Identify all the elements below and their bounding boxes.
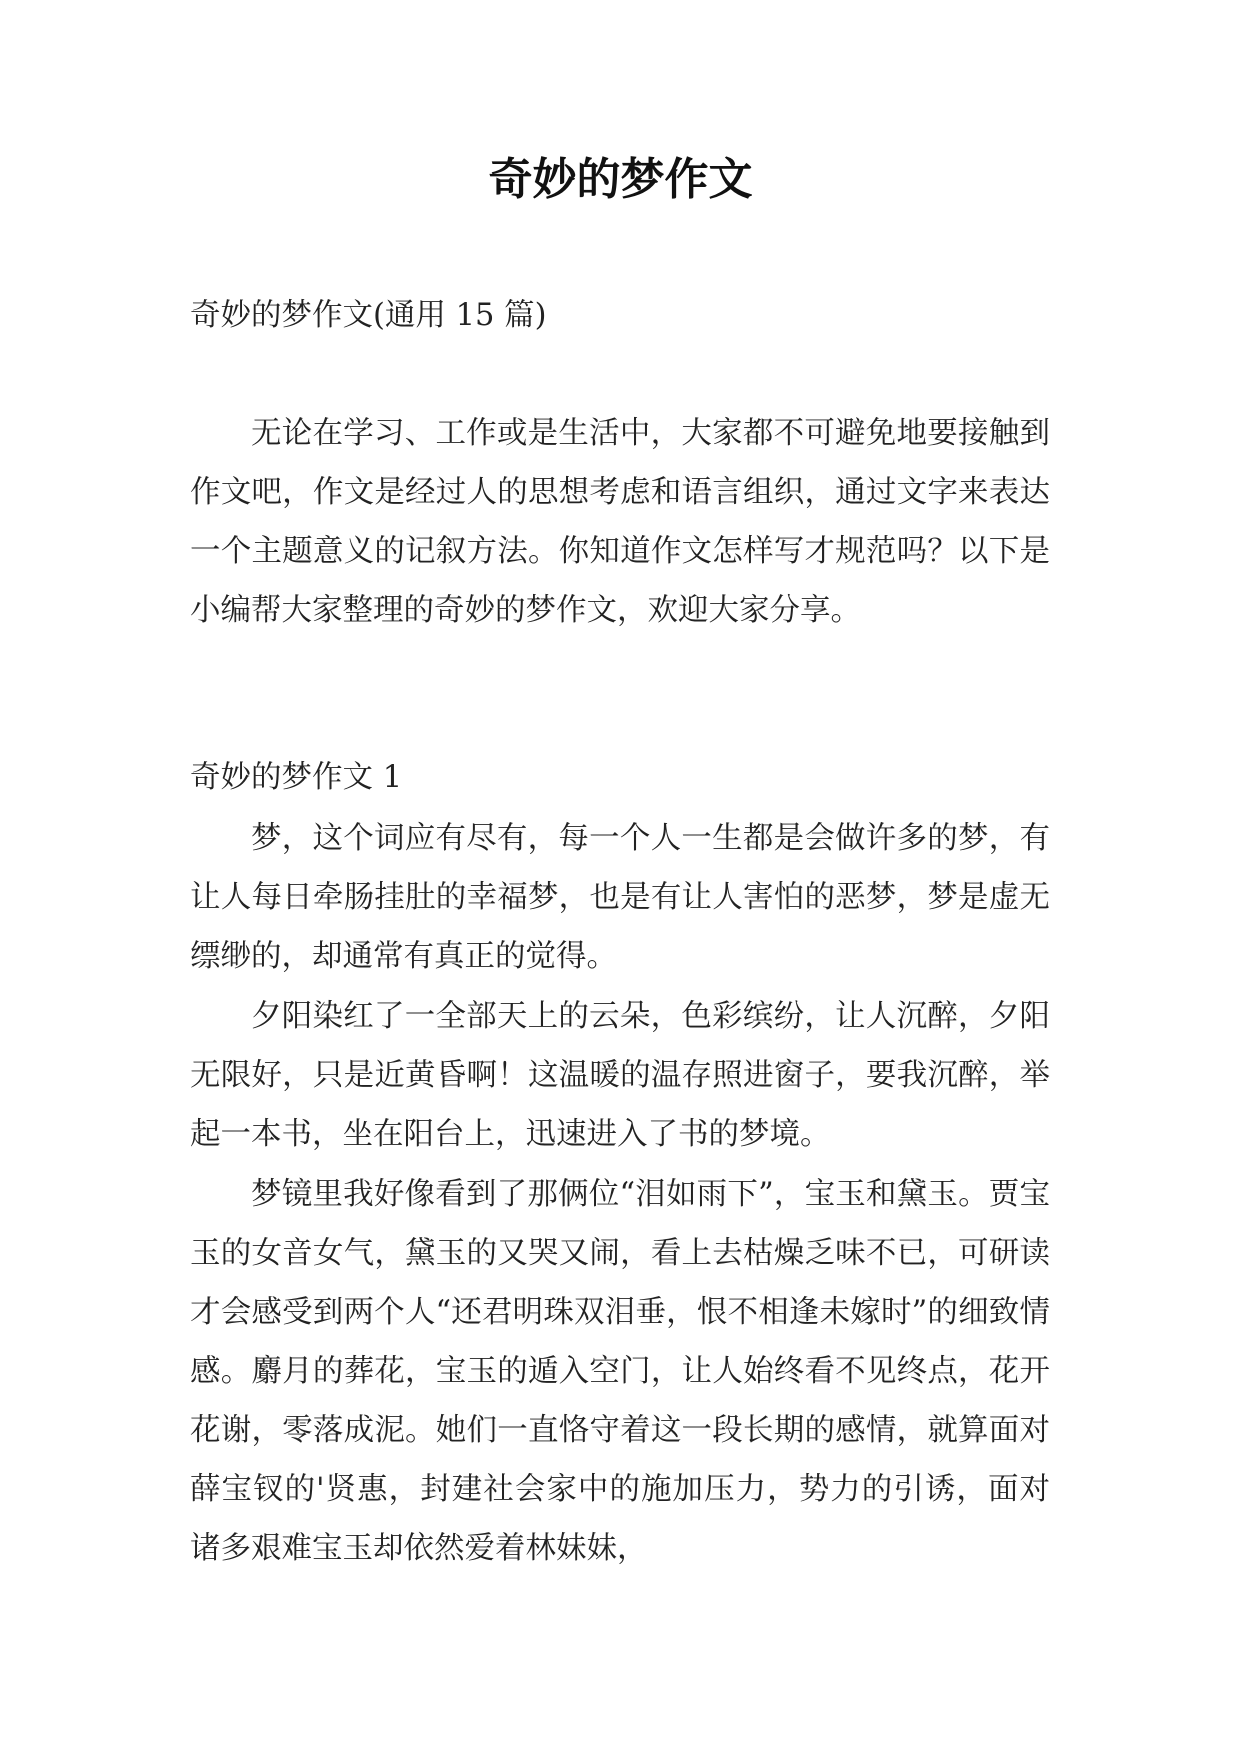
section-heading: 奇妙的梦作文 1: [190, 760, 403, 795]
essay-body: [190, 809, 1050, 1579]
document-subtitle: 奇妙的梦作文(通用 15 篇): [190, 298, 547, 333]
intro-paragraph: 无论在学习、工作或是生活中，大家都不可避免地要接触到作文吧，作文是经过人的思想考虑和语言组织，通过文字来表达一个主题意义的记叙方法。你知道作文怎样写才规范吗？以下是小编帮大家整理的奇妙的梦作文，欢迎大家分享。: [190, 416, 1050, 628]
document-title: 奇妙的梦作文: [488, 154, 753, 205]
essay-paragraph: 夕阳染红了一全部天上的云朵，色彩缤纷，让人沉醉，夕阳无限好，只是近黄昏啊！这温暖的温存照进窗子，要我沉醉，举起一本书，坐在阳台上，迅速进入了书的梦境。: [190, 999, 1050, 1152]
essay-paragraph: 梦镜里我好像看到了那俩位“泪如雨下”，宝玉和黛玉。贾宝玉的女音女气，黛玉的又哭又闹，看上去枯燥乏味不已，可研读才会感受到两个人“还君明珠双泪垂，恨不相逢未嫁时”的细致情感。麝月的葬花，宝玉的遁入空门，让人始终看不见终点，花开花谢，零落成泥。她们一直恪守着这一段长期的感情，就算面对薛宝钗的'贤惠，封建社会家中的施加压力，势力的引诱，面对诸多艰难宝玉却依然爱着林妹妹，: [190, 1177, 1050, 1566]
essay-paragraph: 梦，这个词应有尽有，每一个人一生都是会做许多的梦，有让人每日牵肠挂肚的幸福梦，也是有让人害怕的恶梦，梦是虚无缥缈的，却通常有真正的觉得。: [190, 821, 1050, 974]
